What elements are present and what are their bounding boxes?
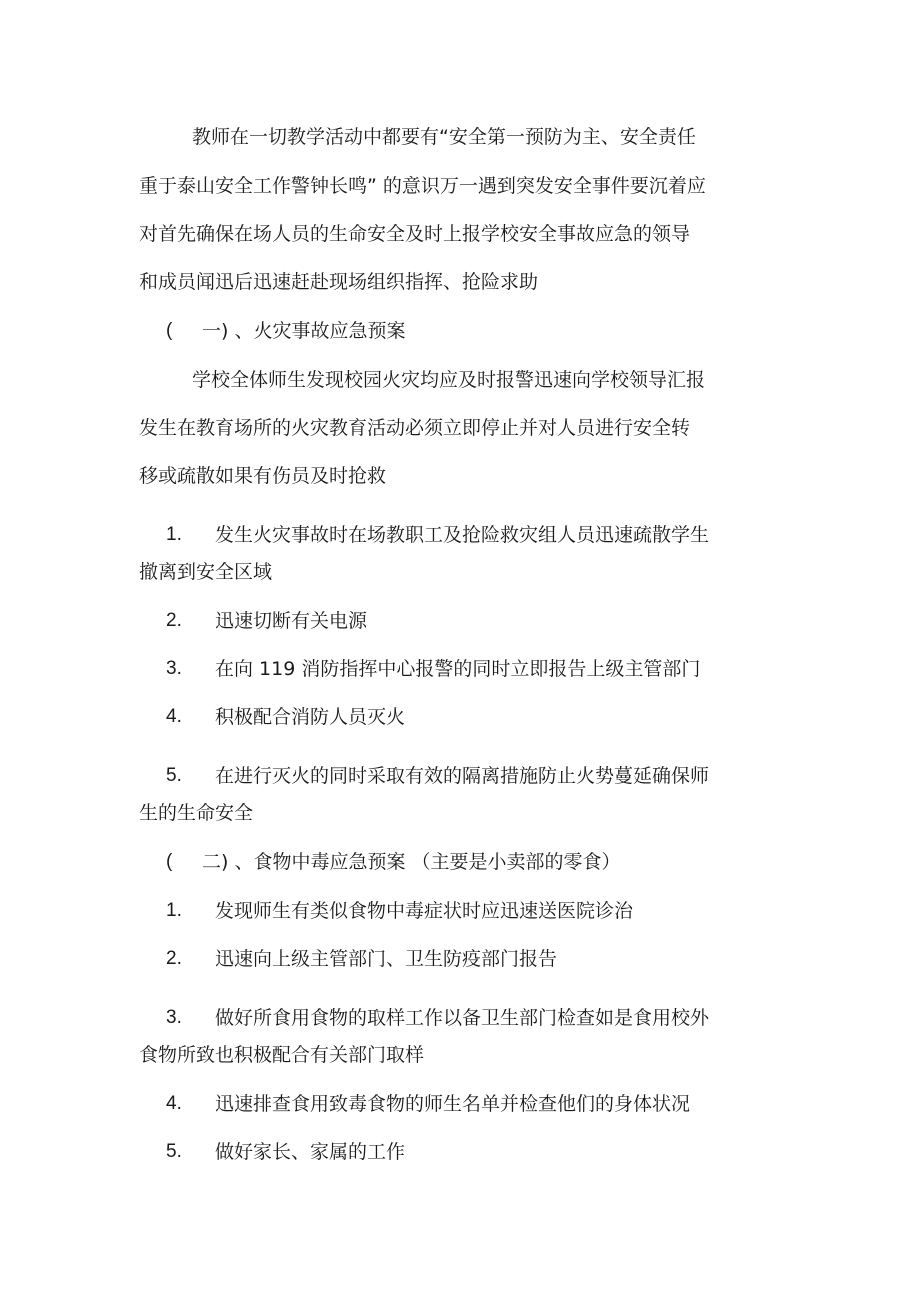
- fire-item-2-number: 2.: [166, 610, 182, 631]
- fire-item-1-number: 1.: [166, 524, 182, 545]
- fire-item-5-line-1: 在进行灭火的同时采取有效的隔离措施防止火势蔓延确保师: [215, 765, 710, 787]
- intro-line-4: 和成员闻迅后迅速赶赴现场组织指挥、抢险求助: [139, 271, 539, 293]
- intro-line-1: 教师在一切教学活动中都要有“安全第一预防为主、安全责任: [192, 126, 696, 148]
- fire-item-3-line-1: 在向 119 消防指挥中心报警的同时立即报告上级主管部门: [215, 658, 701, 680]
- fire-item-5-number: 5.: [166, 765, 182, 786]
- intro-line-3: 对首先确保在场人员的生命安全及时上报学校安全事故应急的领导: [139, 223, 691, 245]
- food-item-3-number: 3.: [166, 1007, 182, 1028]
- food-item-5-number: 5.: [166, 1141, 182, 1162]
- fire-item-1-line-1: 发生火灾事故时在场教职工及抢险救灾组人员迅速疏散学生: [215, 524, 710, 546]
- food-heading-paren: (: [166, 851, 173, 872]
- fire-desc-line-2: 发生在教育场所的火灾教育活动必须立即停止并对人员进行安全转: [139, 417, 691, 439]
- fire-heading: 一) 、火灾事故应急预案: [202, 320, 406, 342]
- food-heading: 二) 、食物中毒应急预案 （主要是小卖部的零食）: [202, 851, 621, 873]
- fire-desc-line-1: 学校全体师生发现校园火灾均应及时报警迅速向学校领导汇报: [192, 369, 706, 391]
- fire-desc-line-3: 移或疏散如果有伤员及时抢救: [139, 465, 387, 487]
- food-item-1-line-1: 发现师生有类似食物中毒症状时应迅速送医院诊治: [215, 900, 634, 922]
- food-item-3-line-2: 食物所致也积极配合有关部门取样: [139, 1044, 425, 1066]
- fire-item-1-line-2: 撤离到安全区域: [139, 561, 273, 583]
- food-item-2-number: 2.: [166, 948, 182, 969]
- food-item-1-number: 1.: [166, 900, 182, 921]
- intro-line-2: 重于泰山安全工作警钟长鸣” 的意识万一遇到突发安全事件要沉着应: [139, 175, 706, 197]
- food-item-2-line-1: 迅速向上级主管部门、卫生防疫部门报告: [215, 948, 558, 970]
- fire-item-2-line-1: 迅速切断有关电源: [215, 610, 368, 632]
- fire-heading-paren: (: [166, 320, 173, 341]
- food-item-4-number: 4.: [166, 1093, 182, 1114]
- fire-item-4-line-1: 积极配合消防人员灭火: [215, 706, 406, 728]
- food-item-4-line-1: 迅速排查食用致毒食物的师生名单并检查他们的身体状况: [215, 1093, 691, 1115]
- fire-item-4-number: 4.: [166, 706, 182, 727]
- fire-item-3-number: 3.: [166, 658, 182, 679]
- food-item-3-line-1: 做好所食用食物的取样工作以备卫生部门检查如是食用校外: [215, 1007, 710, 1029]
- fire-item-5-line-2: 生的生命安全: [139, 802, 254, 824]
- food-item-5-line-1: 做好家长、家属的工作: [215, 1141, 406, 1163]
